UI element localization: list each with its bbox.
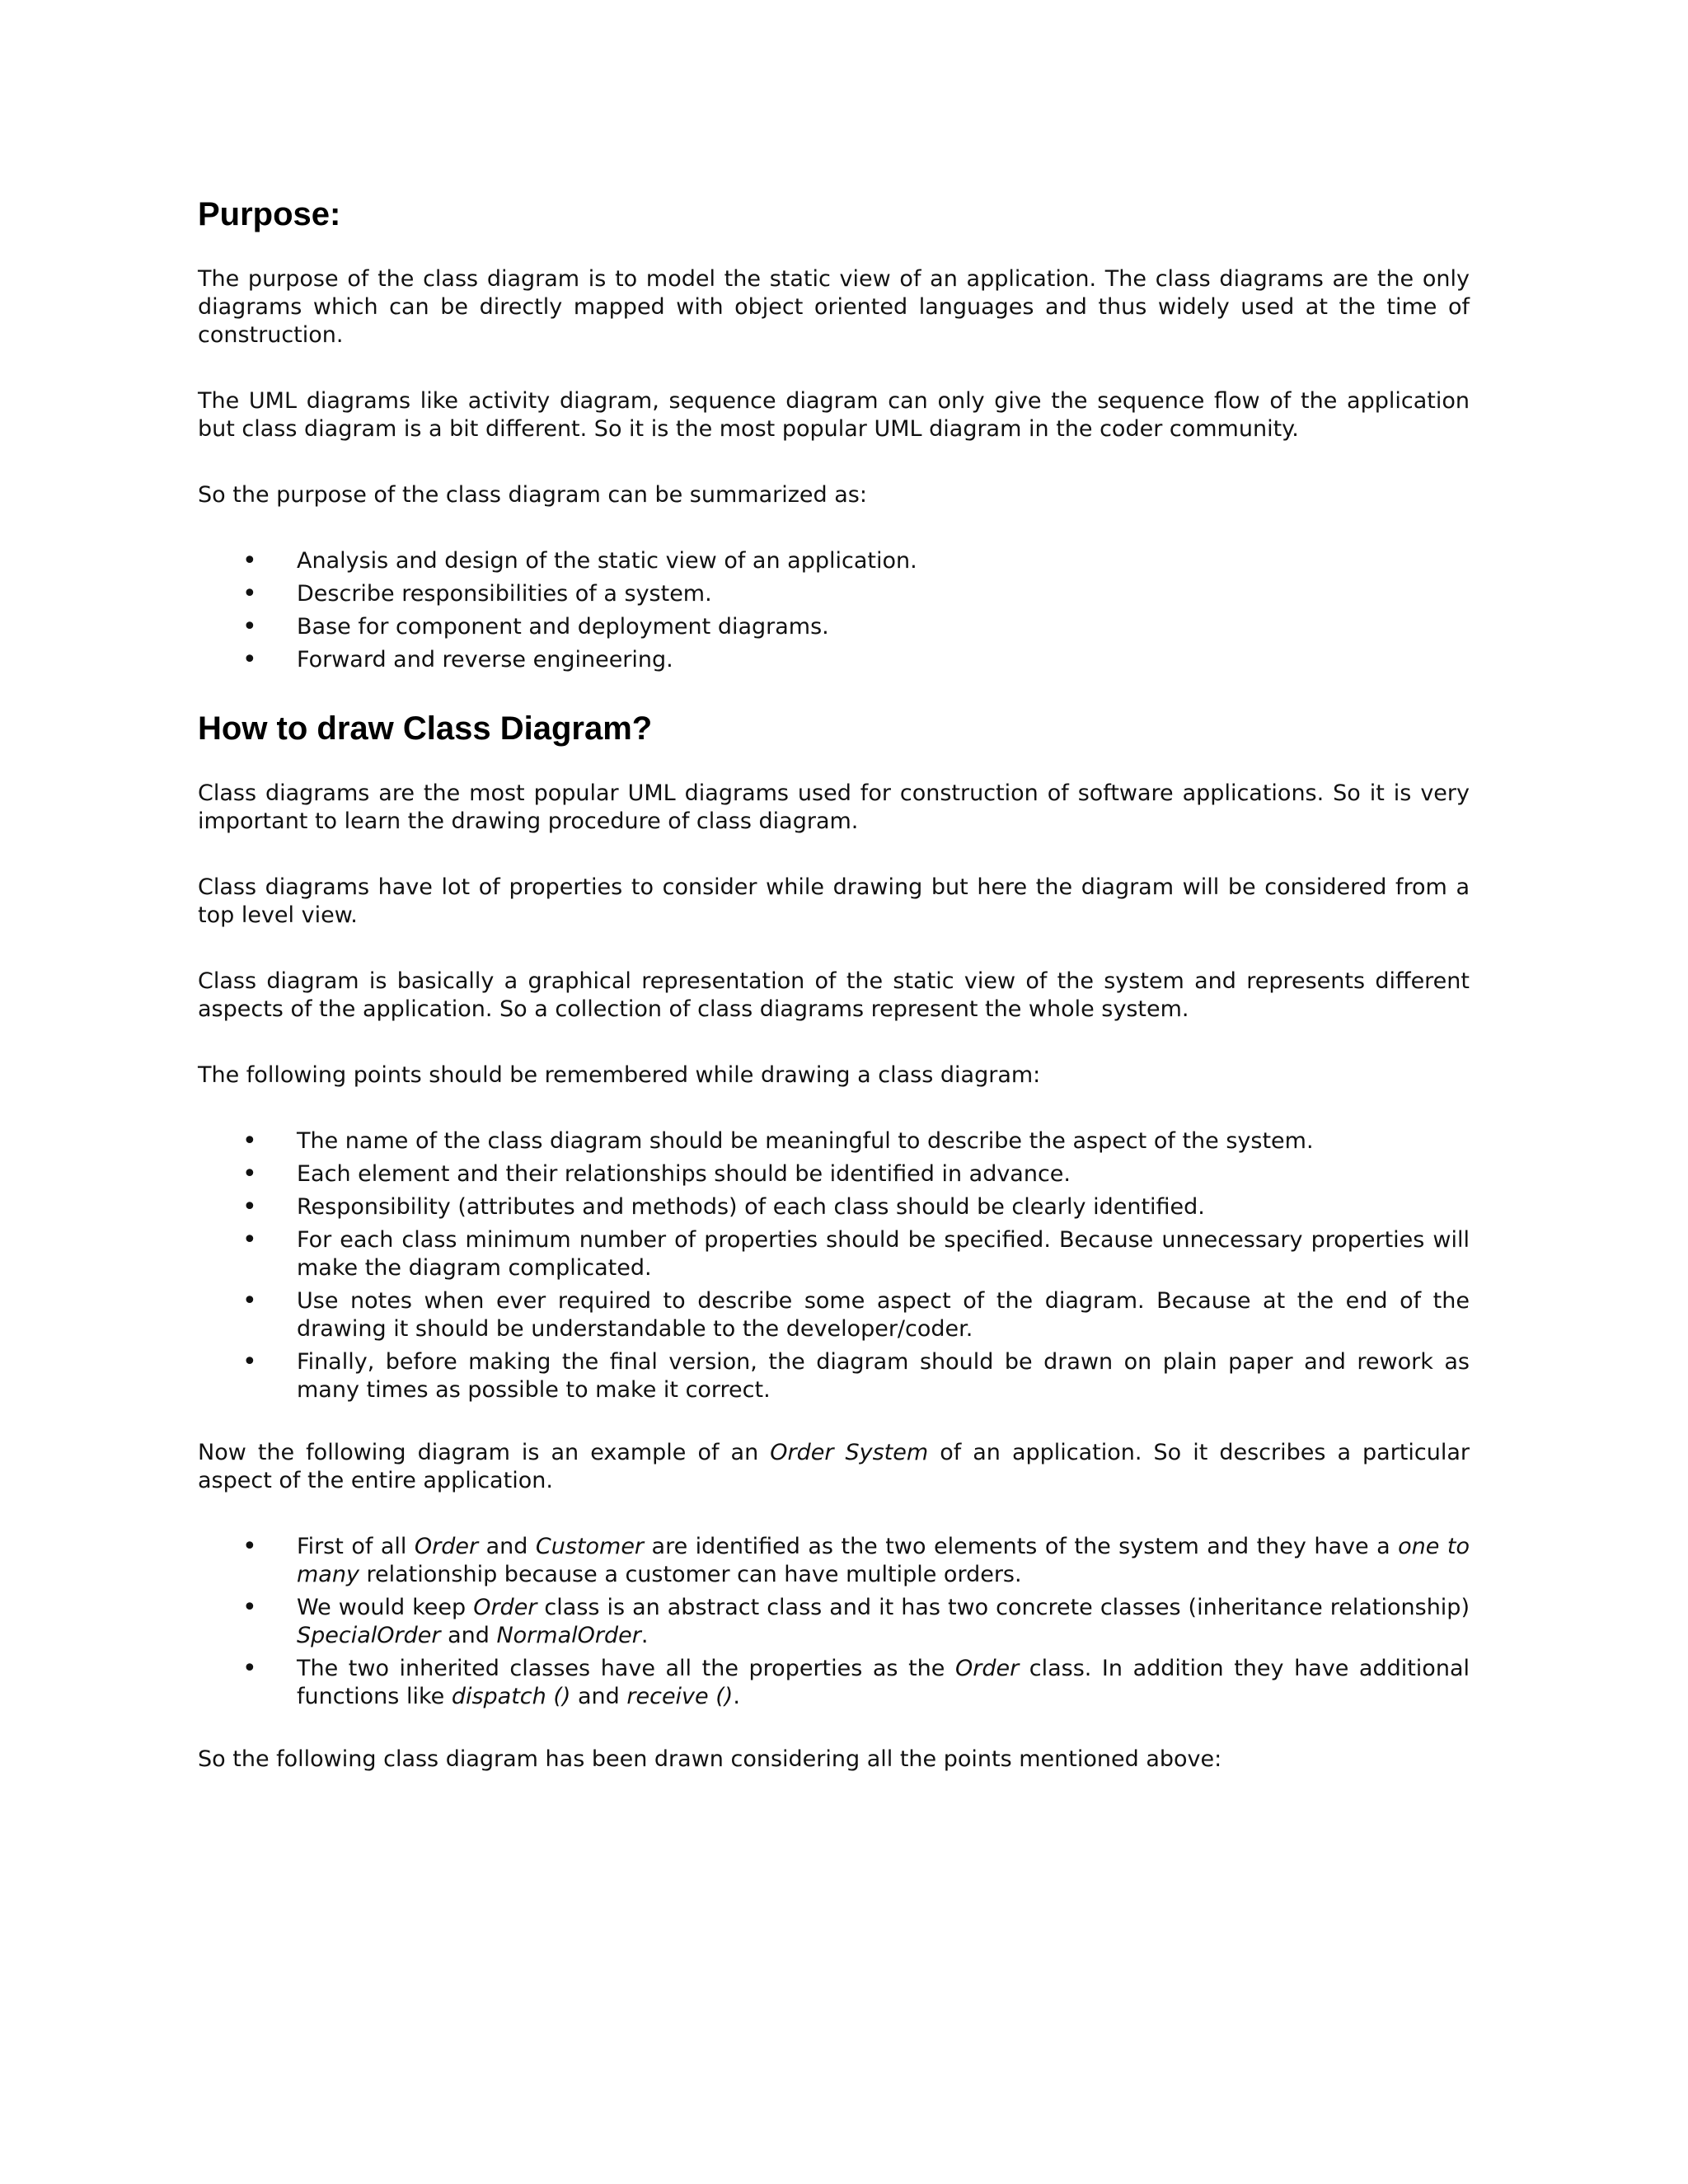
how-paragraph-2: Class diagrams have lot of properties to consider while drawing but here the diagram will be considered from a top level view. — [198, 874, 1470, 928]
list-item: • The name of the class diagram should be meaningful to describe the aspect of the system. — [242, 1127, 1314, 1155]
how-to-draw-heading: How to draw Class Diagram? — [198, 710, 653, 747]
purpose-bullet-list — [198, 547, 1470, 674]
purpose-paragraph-3: So the purpose of the class diagram can be summarized as: — [198, 482, 867, 508]
bullet-icon: • — [242, 579, 257, 608]
bullet-icon: • — [242, 1532, 257, 1561]
list-item: • The two inherited classes have all the properties as the Order class. In addition they have additional functions like dispatch () and receive (). — [242, 1654, 1470, 1709]
bullet-icon: • — [242, 546, 257, 575]
bullet-icon: • — [242, 1286, 257, 1315]
bullet-icon: • — [242, 1226, 257, 1254]
bullet-icon: • — [242, 1127, 257, 1155]
bullet-icon: • — [242, 1347, 257, 1376]
purpose-paragraph-2: The UML diagrams like activity diagram, sequence diagram can only give the sequence flow of the application but class diagram is a bit different. So it is the most popular UML diagram in the coder community. — [198, 388, 1470, 442]
how-paragraph-1: Class diagrams are the most popular UML diagrams used for construction of software applications. So it is very important to learn the drawing procedure of class diagram. — [198, 780, 1470, 834]
list-item: • Analysis and design of the static view of an application. — [242, 546, 917, 575]
bullet-icon: • — [242, 1193, 257, 1221]
list-item: • Describe responsibilities of a system. — [242, 579, 712, 608]
example-bullet-list — [198, 1533, 1470, 1711]
how-paragraph-4: The following points should be remembered while drawing a class diagram: — [198, 1062, 1041, 1088]
drawing-points-list — [198, 1127, 1470, 1404]
bullet-icon: • — [242, 1160, 257, 1188]
purpose-paragraph-1: The purpose of the class diagram is to model the static view of an application. The class diagrams are the only diagrams which can be directly mapped with object oriented languages and thus widely used at the time of construction. — [198, 266, 1470, 348]
list-item: • Use notes when ever required to describe some aspect of the diagram. Because at the end of the drawing it should be understandable to the developer/coder. — [242, 1286, 1470, 1342]
list-item: • For each class minimum number of properties should be specified. Because unnecessary properties will make the diagram complicated. — [242, 1226, 1470, 1281]
closing-paragraph: So the following class diagram has been drawn considering all the points mentioned above: — [198, 1746, 1222, 1772]
document-page — [198, 194, 1470, 1811]
bullet-icon: • — [242, 1654, 257, 1683]
bullet-icon: • — [242, 645, 257, 674]
list-item: • Responsibility (attributes and methods) of each class should be clearly identified. — [242, 1193, 1205, 1221]
list-item: • Forward and reverse engineering. — [242, 645, 673, 674]
list-item: • First of all Order and Customer are identified as the two elements of the system and they have a one to many relationship because a customer can have multiple orders. — [242, 1532, 1470, 1587]
purpose-heading: Purpose: — [198, 196, 341, 232]
bullet-icon: • — [242, 1593, 257, 1622]
example-paragraph: Now the following diagram is an example of an Order System of an application. So it describes a particular aspect of the entire application. — [198, 1440, 1470, 1493]
list-item: • Base for component and deployment diagrams. — [242, 612, 829, 641]
list-item: • Finally, before making the final version, the diagram should be drawn on plain paper and rework as many times as possible to make it correct. — [242, 1347, 1470, 1403]
how-paragraph-3: Class diagram is basically a graphical representation of the static view of the system and represents different aspects of the application. So a collection of class diagrams represent the whole system. — [198, 968, 1470, 1022]
bullet-icon: • — [242, 612, 257, 641]
list-item: • We would keep Order class is an abstract class and it has two concrete classes (inheritance relationship) SpecialOrder and NormalOrder. — [242, 1593, 1470, 1648]
list-item: • Each element and their relationships should be identified in advance. — [242, 1160, 1071, 1188]
